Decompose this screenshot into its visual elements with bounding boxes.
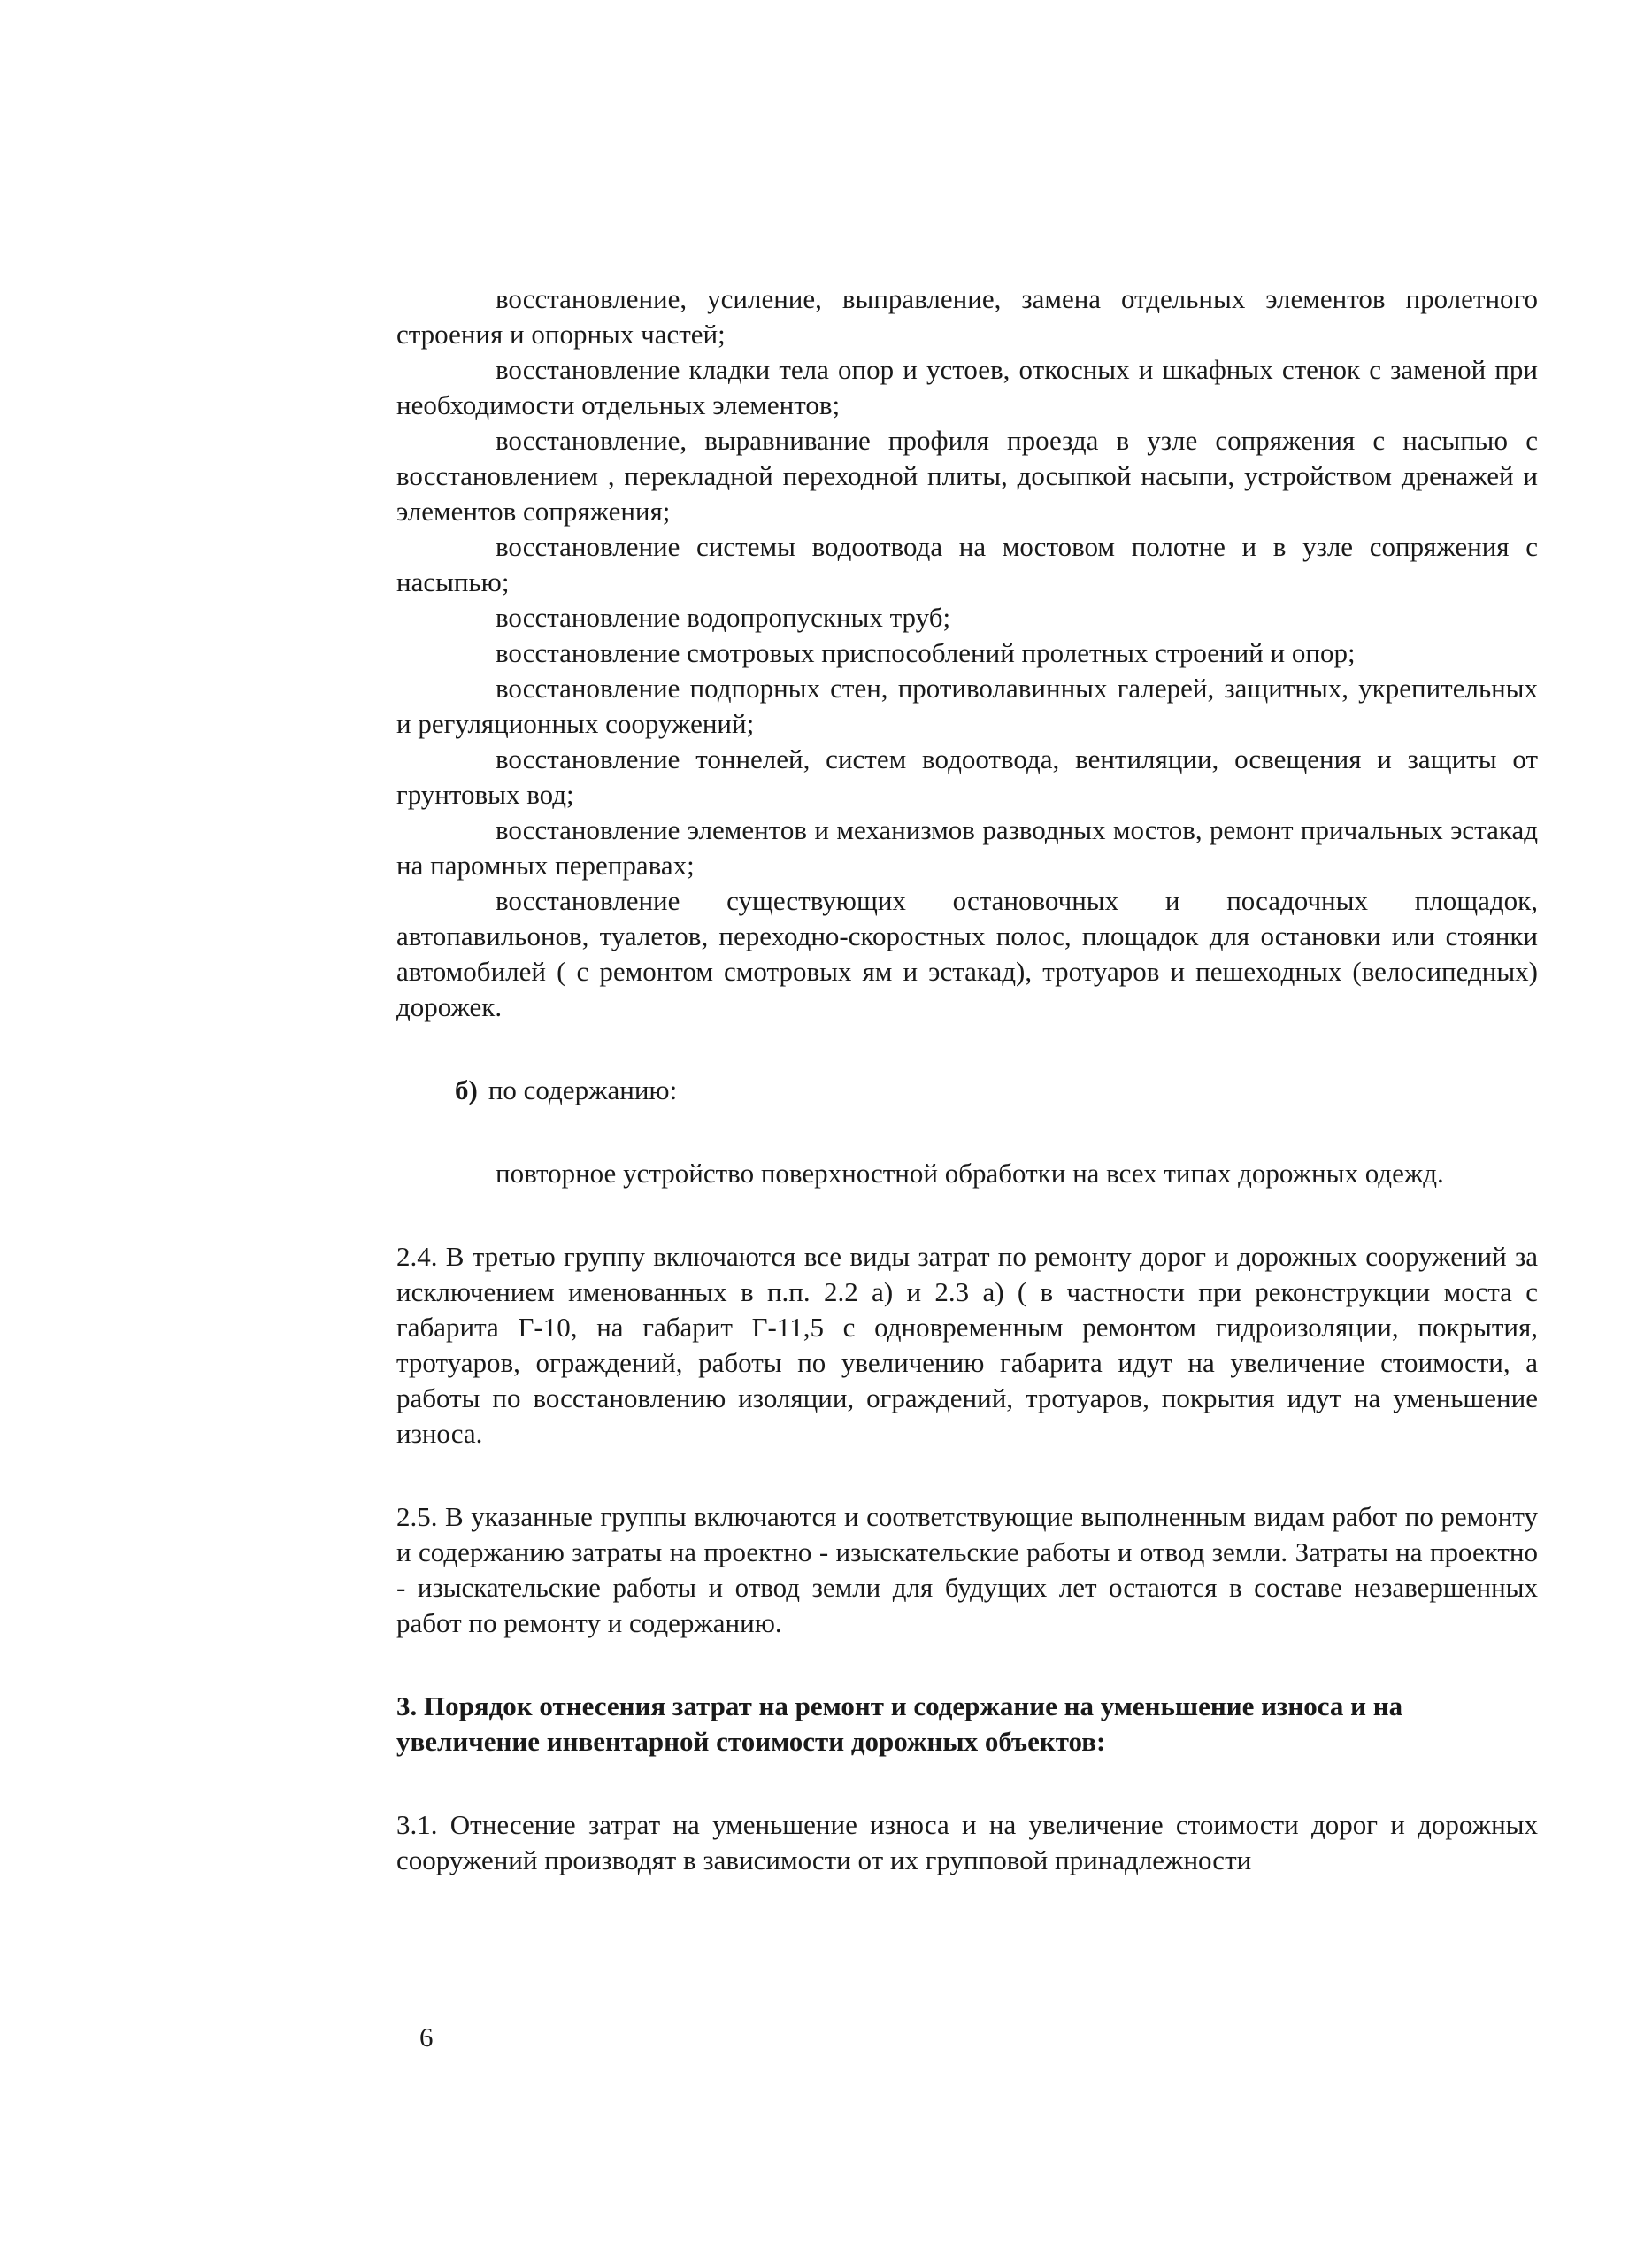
- list-item: восстановление водопропускных труб;: [496, 602, 951, 633]
- list-item: восстановление кладки тела опор и устоев, откосных и шкафных стенок с заменой при необходимости отдельных элементов;: [396, 354, 1538, 420]
- page-number: 6: [419, 2022, 434, 2052]
- list-item: восстановление элементов и механизмов разводных мостов, ремонт причальных эстакад на паромных переправах;: [396, 814, 1538, 881]
- paragraph-2-5: 2.5. В указанные группы включаются и соответствующие выполненным видам работ по ремонту и содержанию затраты на проектно - изыскательские работы и отвод земли. Затраты на проектно - изыскательские работы и отвод земли для будущих лет остаются в составе незавершенных работ по ремонту и содержанию.: [396, 1501, 1538, 1638]
- subsection-b-heading: [396, 1073, 1538, 1108]
- subsection-b-item: повторное устройство поверхностной обработки на всех типах дорожных одежд.: [496, 1158, 1444, 1189]
- list-item: восстановление существующих остановочных и посадочных площадок, автопавильонов, туалетов, переходно-скоростных полос, площадок для остановки или стоянки автомобилей ( с ремонтом смотровых ям и эстакад), тротуаров и пешеходных (велосипедных) дорожек.: [396, 885, 1538, 1022]
- subsection-b-letter: б): [455, 1074, 478, 1105]
- paragraph-3-1: 3.1. Отнесение затрат на уменьшение износа и на увеличение стоимости дорог и дорожных сооружений производят в зависимости от их групповой принадлежности: [396, 1809, 1538, 1875]
- list-item: восстановление тоннелей, систем водоотвода, вентиляции, освещения и защиты от грунтовых вод;: [396, 743, 1538, 810]
- list-item: восстановление, выравнивание профиля проезда в узле сопряжения с насыпью с восстановлением , перекладной переходной плиты, досыпкой насыпи, устройством дренажей и элементов сопряжения;: [396, 425, 1538, 527]
- paragraph-2-4: 2.4. В третью группу включаются все виды затрат по ремонту дорог и дорожных сооружений за исключением именованных в п.п. 2.2 а) и 2.3 а) ( в частности при реконструкции моста с габарита Г-10, на габарит Г-11,5 с одновременным ремонтом гидроизоляции, покрытия, тротуаров, ограждений, работы по увеличению габарита идут на увеличение стоимости, а работы по восстановлению изоляции, ограждений, тротуаров, покрытия идут на уменьшение износа.: [396, 1241, 1538, 1449]
- section-2-list: [396, 281, 1538, 1025]
- list-item: восстановление, усиление, выправление, замена отдельных элементов пролетного строения и опорных частей;: [396, 283, 1538, 350]
- subsection-b-text: по содержанию:: [488, 1074, 678, 1105]
- document-page: [396, 281, 1538, 1878]
- list-item: восстановление подпорных стен, противолавинных галерей, защитных, укрепительных и регуляционных сооружений;: [396, 673, 1538, 739]
- list-item: восстановление системы водоотвода на мостовом полотне и в узле сопряжения с насыпью;: [396, 531, 1538, 597]
- list-item: восстановление смотровых приспособлений пролетных строений и опор;: [496, 637, 1356, 668]
- section-3-heading: 3. Порядок отнесения затрат на ремонт и содержание на уменьшение износа и на увеличение инвентарной стоимости дорожных объектов:: [396, 1690, 1403, 1757]
